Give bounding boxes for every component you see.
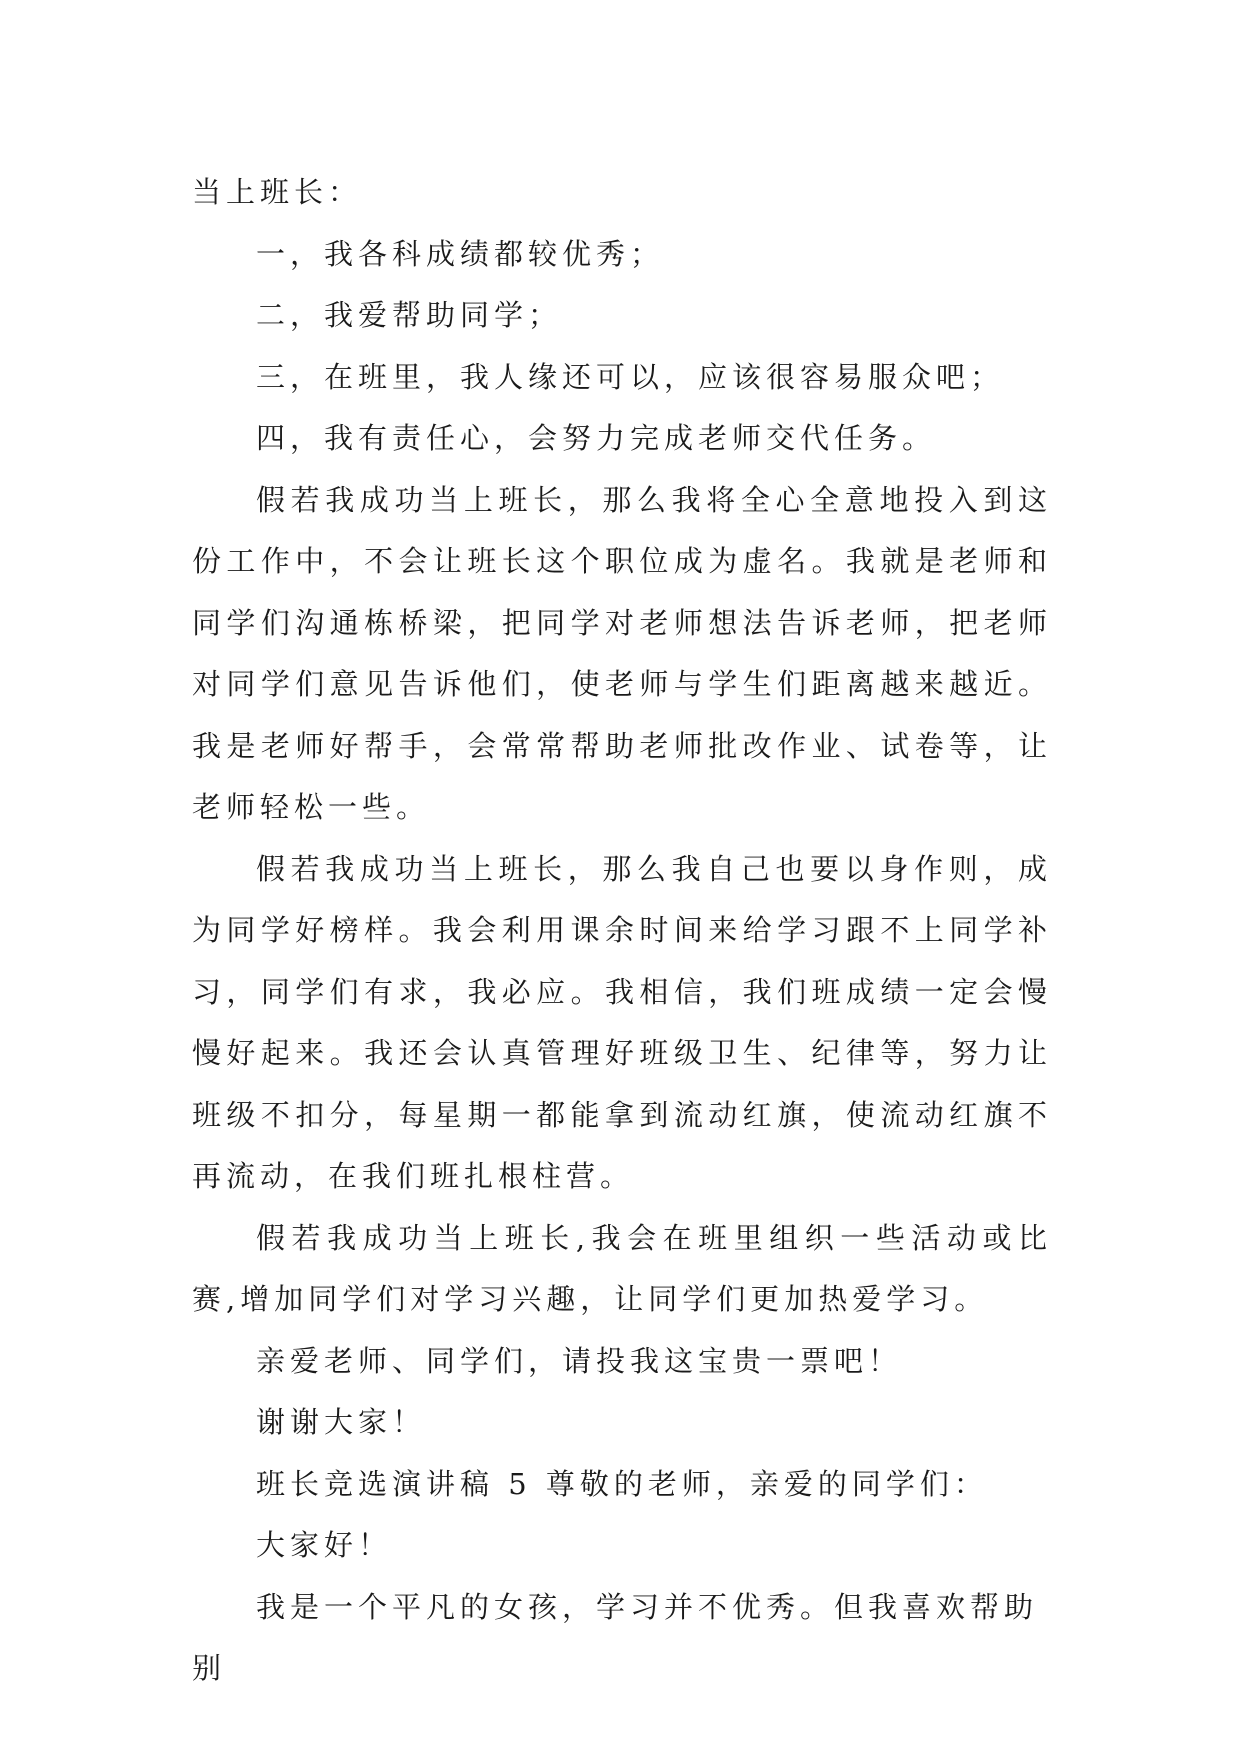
paragraph: 二，我爱帮助同学； [256, 298, 563, 332]
paragraph: 谢谢大家！ [256, 1405, 427, 1439]
paragraph: 假若我成功当上班长，那么我将全心全意地投入到这份工作中，不会让班长这个职位成为虚名。我就是老师和同学们沟通栋桥梁，把同学对老师想法告诉老师，把老师对同学们意见告诉他们，使老师与学生们距离越来越近。我是老师好帮手，会常常帮助老师批改作业、试卷等，让老师轻松一些。 [192, 482, 1052, 824]
paragraph: 假若我成功当上班长,我会在班里组织一些活动或比赛,增加同学们对学习兴趣，让同学们更加热爱学习。 [192, 1220, 1052, 1316]
paragraph: 一，我各科成绩都较优秀； [256, 236, 665, 271]
paragraph: 班长竞选演讲稿 5 尊敬的老师，亲爱的同学们： [256, 1466, 988, 1501]
paragraph: 我是一个平凡的女孩，学习并不优秀。但我喜欢帮助别 [192, 1589, 1039, 1685]
paragraph: 大家好！ [256, 1528, 393, 1562]
paragraph: 三，在班里，我人缘还可以，应该很容易服众吧； [256, 359, 1005, 394]
paragraph: 假若我成功当上班长，那么我自己也要以身作则，成为同学好榜样。我会利用课余时间来给学习跟不上同学补习，同学们有求，我必应。我相信，我们班成绩一定会慢慢好起来。我还会认真管理好班级卫生、纪律等，努力让班级不扣分，每星期一都能拿到流动红旗，使流动红旗不再流动，在我们班扎根柱营。 [192, 851, 1052, 1193]
document-body [192, 162, 1052, 1700]
paragraph: 亲爱老师、同学们，请投我这宝贵一票吧！ [256, 1343, 903, 1378]
paragraph: 当上班长： [192, 175, 363, 209]
paragraph: 四，我有责任心，会努力完成老师交代任务。 [256, 421, 937, 455]
